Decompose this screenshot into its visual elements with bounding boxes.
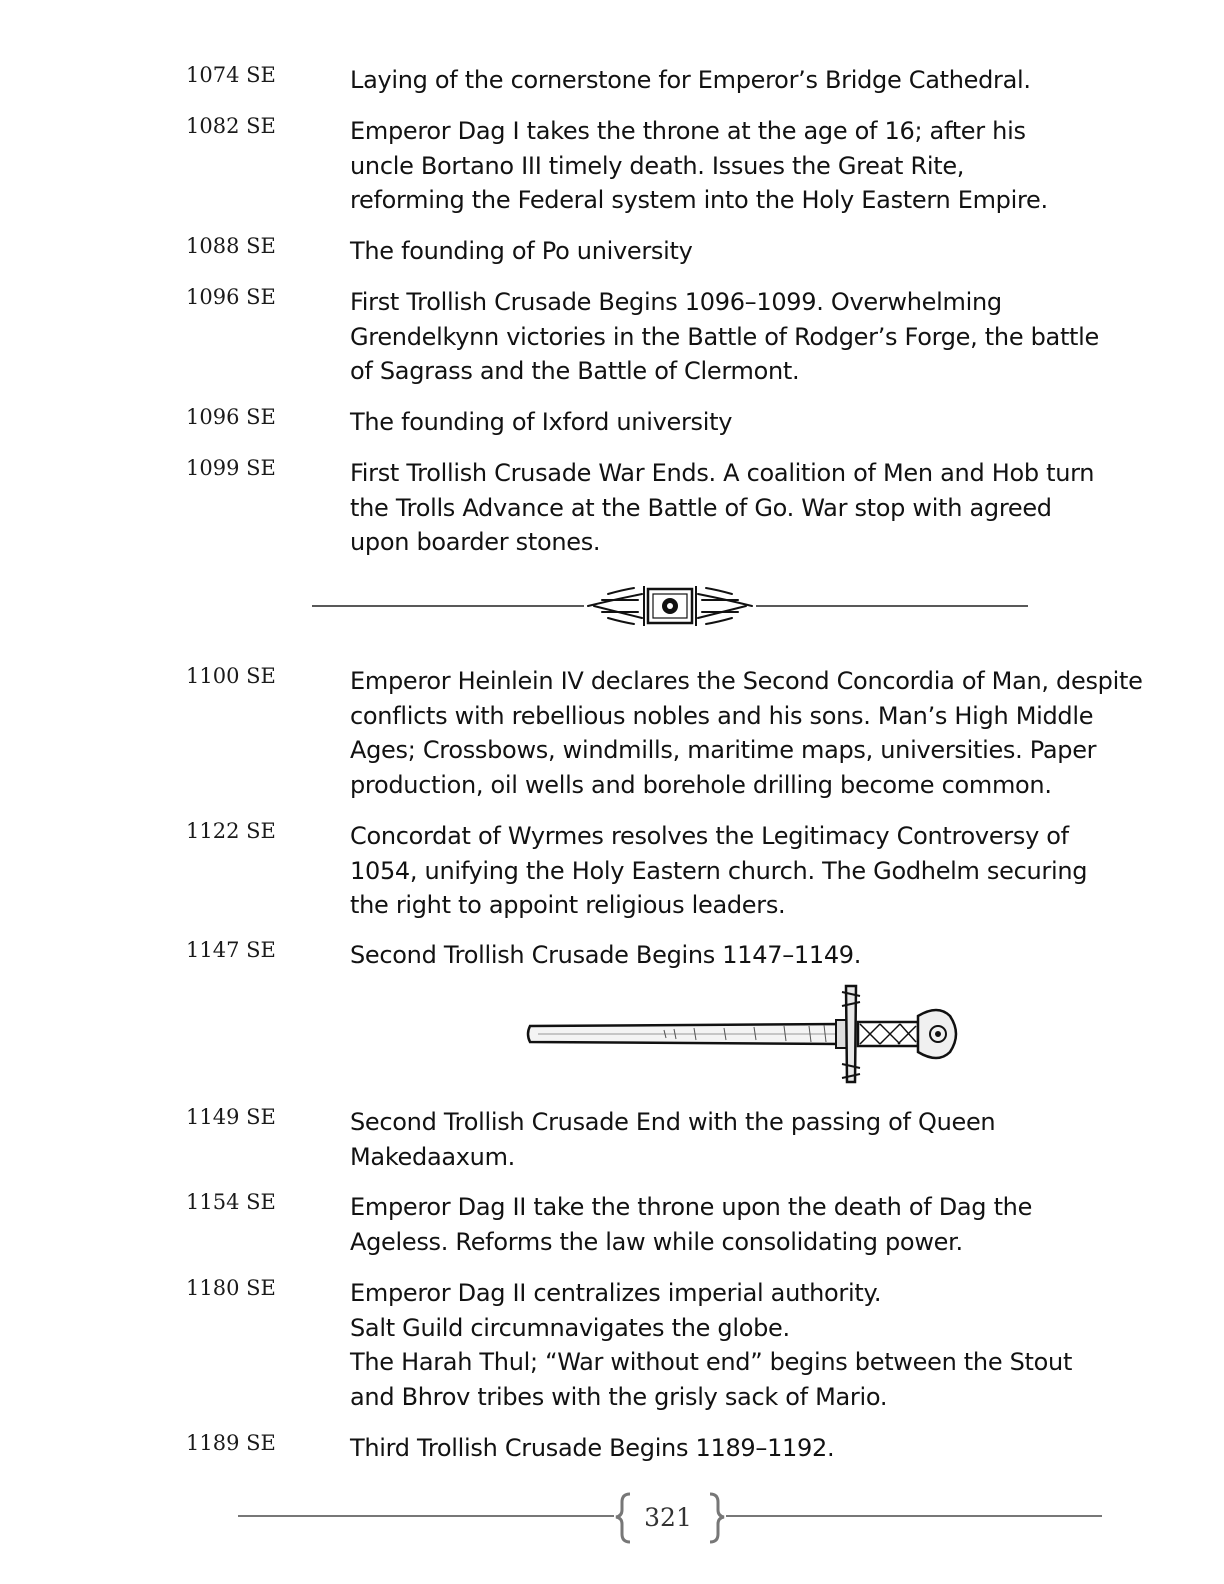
entry-line: the right to appoint religious leaders. bbox=[350, 891, 786, 919]
entry-line: 1054, unifying the Holy Eastern church. The Godhelm securing bbox=[350, 856, 1088, 885]
entry-year: 1154 SE bbox=[186, 1190, 276, 1214]
entry-year: 1088 SE bbox=[186, 234, 276, 258]
entry-line: Third Trollish Crusade Begins 1189–1192. bbox=[350, 1434, 835, 1462]
entry-line: Ages; Crossbows, windmills, maritime maps, universities. Paper bbox=[350, 736, 1097, 764]
entry-line: reforming the Federal system into the Holy Eastern Empire. bbox=[350, 186, 1048, 214]
entry-description bbox=[350, 456, 1150, 560]
entry-line: and Bhrov tribes with the grisly sack of Mario. bbox=[350, 1382, 888, 1411]
entry-year: 1122 SE bbox=[186, 819, 276, 843]
entry-description bbox=[350, 63, 1150, 98]
entry-year: 1180 SE bbox=[186, 1276, 276, 1300]
entry-description bbox=[350, 405, 1150, 440]
entry-year: 1100 SE bbox=[186, 664, 276, 688]
entry-line: production, oil wells and borehole drilling become common. bbox=[350, 770, 1052, 799]
entry-line: Emperor Dag II take the throne upon the death of Dag the bbox=[350, 1193, 1033, 1221]
entry-line: conflicts with rebellious nobles and his sons. Man’s High Middle bbox=[350, 701, 1094, 730]
entry-line: Ageless. Reforms the law while consolidating power. bbox=[350, 1227, 963, 1256]
entry-line: The founding of Ixford university bbox=[350, 408, 733, 436]
entry-line: Second Trollish Crusade Begins 1147–1149. bbox=[350, 941, 862, 969]
entry-description bbox=[350, 114, 1150, 218]
entry-line: Grendelkynn victories in the Battle of Rodger’s Forge, the battle bbox=[350, 322, 1100, 351]
entry-line: Concordat of Wyrmes resolves the Legitimacy Controversy of bbox=[350, 822, 1069, 850]
entry-description bbox=[350, 664, 1150, 802]
entry-line: the Trolls Advance at the Battle of Go. War stop with agreed bbox=[350, 493, 1052, 522]
page-number: 321 bbox=[644, 1503, 692, 1532]
sword-illustration bbox=[524, 982, 962, 1086]
entry-year: 1082 SE bbox=[186, 114, 276, 138]
entry-line: Emperor Dag I takes the throne at the age of 16; after his bbox=[350, 117, 1026, 145]
entry-description bbox=[350, 938, 1150, 973]
entry-description bbox=[350, 1105, 1150, 1174]
entry-description bbox=[350, 1190, 1150, 1259]
entry-line: Makedaaxum. bbox=[350, 1142, 515, 1171]
entry-line: Emperor Dag II centralizes imperial authority. bbox=[350, 1279, 882, 1307]
entry-line: Second Trollish Crusade End with the passing of Queen bbox=[350, 1108, 996, 1136]
entry-year: 1099 SE bbox=[186, 456, 276, 480]
entry-line: Salt Guild circumnavigates the globe. bbox=[350, 1313, 790, 1342]
entry-description bbox=[350, 234, 1150, 269]
entry-year: 1147 SE bbox=[186, 938, 276, 962]
entry-line: uncle Bortano III timely death. Issues the Great Rite, bbox=[350, 151, 965, 180]
entry-line: The Harah Thul; “War without end” begins between the Stout bbox=[350, 1348, 1073, 1376]
entry-line: The founding of Po university bbox=[350, 237, 693, 265]
entry-line: First Trollish Crusade War Ends. A coalition of Men and Hob turn bbox=[350, 459, 1095, 487]
entry-year: 1149 SE bbox=[186, 1105, 276, 1129]
entry-description bbox=[350, 1431, 1150, 1466]
entry-line: upon boarder stones. bbox=[350, 528, 601, 556]
entry-description bbox=[350, 819, 1150, 923]
entry-line: First Trollish Crusade Begins 1096–1099. Overwhelming bbox=[350, 288, 1002, 316]
entry-year: 1096 SE bbox=[186, 405, 276, 429]
entry-line: of Sagrass and the Battle of Clermont. bbox=[350, 357, 800, 385]
entry-line: Laying of the cornerstone for Emperor’s Bridge Cathedral. bbox=[350, 66, 1031, 94]
ornamental-divider bbox=[312, 580, 1028, 630]
entry-description bbox=[350, 1276, 1150, 1414]
entry-line: Emperor Heinlein IV declares the Second Concordia of Man, despite bbox=[350, 667, 1143, 695]
entry-year: 1189 SE bbox=[186, 1431, 276, 1455]
entry-year: 1074 SE bbox=[186, 63, 276, 87]
entry-year: 1096 SE bbox=[186, 285, 276, 309]
entry-description bbox=[350, 285, 1150, 389]
